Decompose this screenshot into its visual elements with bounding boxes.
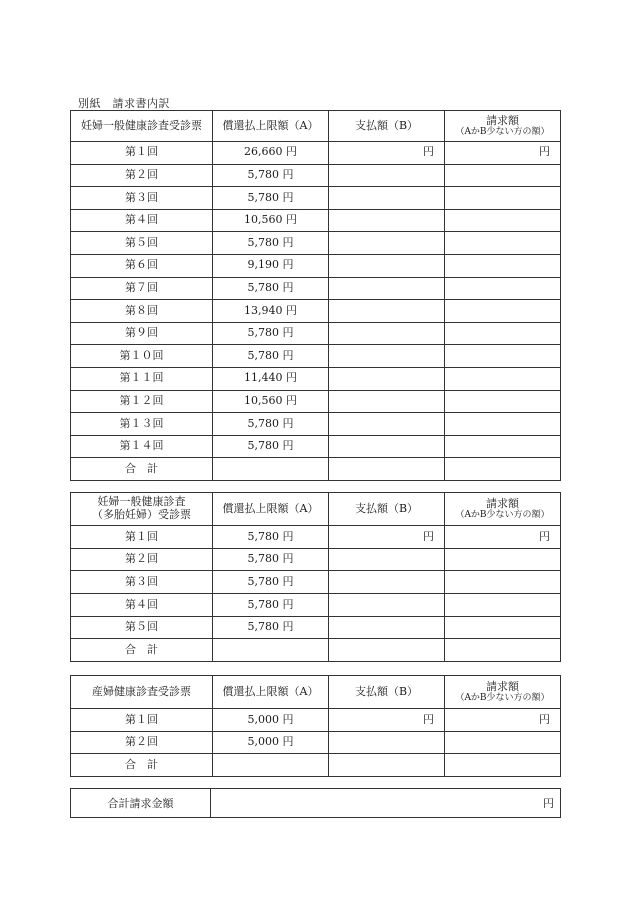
visit-label: 合 計 xyxy=(71,639,213,662)
header-limit: 償還払上限額（A） xyxy=(213,111,329,142)
limit-amount-cell xyxy=(213,458,329,481)
visit-label: 第２回 xyxy=(71,164,213,187)
header-claim xyxy=(445,676,561,709)
visit-label: 第１２回 xyxy=(71,390,213,413)
grand-total-label: 合計請求金額 xyxy=(71,789,211,818)
claim-amount-cell[interactable] xyxy=(445,731,561,754)
visit-label: 第４回 xyxy=(71,209,213,232)
table-row xyxy=(71,594,561,617)
limit-amount-cell xyxy=(213,754,329,777)
table-header-row xyxy=(71,111,561,142)
pregnancy-checkup-table xyxy=(70,110,561,481)
limit-amount-cell: 5,780 円 xyxy=(213,413,329,436)
header-paid: 支払額（B） xyxy=(329,493,445,526)
paid-amount-cell[interactable] xyxy=(329,731,445,754)
paid-amount-cell[interactable]: 円 xyxy=(329,526,445,549)
limit-amount-cell: 5,780 円 xyxy=(213,526,329,549)
grand-total-value: 円 xyxy=(211,789,561,818)
paid-amount-cell[interactable] xyxy=(329,232,445,255)
claim-amount-cell[interactable] xyxy=(445,209,561,232)
table-row xyxy=(71,390,561,413)
header-ticket: 産婦健康診査受診票 xyxy=(71,676,213,709)
table-row xyxy=(71,367,561,390)
claim-amount-cell[interactable] xyxy=(445,187,561,210)
claim-amount-cell[interactable] xyxy=(445,435,561,458)
paid-amount-cell[interactable] xyxy=(329,209,445,232)
limit-amount-cell: 5,780 円 xyxy=(213,322,329,345)
paid-amount-cell[interactable] xyxy=(329,413,445,436)
visit-label: 第１０回 xyxy=(71,345,213,368)
limit-amount-cell xyxy=(213,639,329,662)
table-row xyxy=(71,142,561,165)
visit-label: 第８回 xyxy=(71,300,213,323)
limit-amount-cell: 5,000 円 xyxy=(213,731,329,754)
paid-amount-cell[interactable] xyxy=(329,390,445,413)
limit-amount-cell: 5,780 円 xyxy=(213,435,329,458)
paid-amount-cell[interactable] xyxy=(329,345,445,368)
grand-total-row xyxy=(71,789,561,818)
paid-amount-cell[interactable] xyxy=(329,435,445,458)
visit-label: 第１４回 xyxy=(71,435,213,458)
paid-amount-cell[interactable] xyxy=(329,458,445,481)
visit-label: 第２回 xyxy=(71,548,213,571)
table-row xyxy=(71,232,561,255)
limit-amount-cell: 5,780 円 xyxy=(213,164,329,187)
table-row xyxy=(71,164,561,187)
table-row xyxy=(71,300,561,323)
visit-label: 第５回 xyxy=(71,616,213,639)
paid-amount-cell[interactable] xyxy=(329,322,445,345)
visit-label: 第１回 xyxy=(71,709,213,732)
header-claim-sub: （AかB少ない方の額） xyxy=(455,127,550,138)
table-row xyxy=(71,616,561,639)
header-limit: 償還払上限額（A） xyxy=(213,676,329,709)
paid-amount-cell[interactable] xyxy=(329,548,445,571)
claim-amount-cell[interactable] xyxy=(445,367,561,390)
visit-label: 第５回 xyxy=(71,232,213,255)
claim-amount-cell[interactable] xyxy=(445,548,561,571)
claim-amount-cell[interactable] xyxy=(445,413,561,436)
header-limit: 償還払上限額（A） xyxy=(213,493,329,526)
header-claim-sub: （AかB少ない方の額） xyxy=(455,693,550,704)
header-ticket-line2: （多胎妊婦）受診票 xyxy=(92,508,191,521)
paid-amount-cell[interactable] xyxy=(329,277,445,300)
limit-amount-cell: 26,660 円 xyxy=(213,142,329,165)
table-row xyxy=(71,526,561,549)
limit-amount-cell: 5,780 円 xyxy=(213,345,329,368)
paid-amount-cell[interactable]: 円 xyxy=(329,709,445,732)
paid-amount-cell[interactable] xyxy=(329,164,445,187)
limit-amount-cell: 13,940 円 xyxy=(213,300,329,323)
header-claim-label: 請求額 xyxy=(486,113,519,127)
table-row xyxy=(71,277,561,300)
limit-amount-cell: 5,780 円 xyxy=(213,187,329,210)
claim-amount-cell[interactable] xyxy=(445,458,561,481)
visit-label: 第２回 xyxy=(71,731,213,754)
postpartum-checkup-table xyxy=(70,675,561,777)
table-row xyxy=(71,548,561,571)
visit-label: 第９回 xyxy=(71,322,213,345)
paid-amount-cell[interactable]: 円 xyxy=(329,142,445,165)
table-row xyxy=(71,254,561,277)
claim-amount-cell[interactable] xyxy=(445,277,561,300)
claim-amount-cell[interactable] xyxy=(445,616,561,639)
header-claim xyxy=(445,493,561,526)
limit-amount-cell: 5,780 円 xyxy=(213,616,329,639)
claim-amount-cell[interactable] xyxy=(445,164,561,187)
visit-label: 合 計 xyxy=(71,458,213,481)
table-row xyxy=(71,435,561,458)
claim-amount-cell[interactable]: 円 xyxy=(445,526,561,549)
table-row xyxy=(71,731,561,754)
visit-label: 第６回 xyxy=(71,254,213,277)
paid-amount-cell[interactable] xyxy=(329,754,445,777)
paid-amount-cell[interactable] xyxy=(329,639,445,662)
header-paid: 支払額（B） xyxy=(329,111,445,142)
table-header-row xyxy=(71,676,561,709)
claim-amount-cell[interactable] xyxy=(445,594,561,617)
paid-amount-cell[interactable] xyxy=(329,594,445,617)
limit-amount-cell: 5,780 円 xyxy=(213,594,329,617)
table-row xyxy=(71,413,561,436)
claim-amount-cell[interactable] xyxy=(445,571,561,594)
table-row xyxy=(71,709,561,732)
claim-amount-cell[interactable] xyxy=(445,322,561,345)
header-claim xyxy=(445,111,561,142)
limit-amount-cell: 10,560 円 xyxy=(213,390,329,413)
limit-amount-cell: 5,780 円 xyxy=(213,571,329,594)
visit-label: 第１回 xyxy=(71,142,213,165)
multiple-pregnancy-checkup-table xyxy=(70,492,561,662)
table-row xyxy=(71,345,561,368)
header-paid: 支払額（B） xyxy=(329,676,445,709)
paid-amount-cell[interactable] xyxy=(329,616,445,639)
limit-amount-cell: 9,190 円 xyxy=(213,254,329,277)
claim-amount-cell[interactable] xyxy=(445,754,561,777)
header-ticket xyxy=(71,493,213,526)
table-row xyxy=(71,571,561,594)
claim-amount-cell[interactable] xyxy=(445,639,561,662)
paid-amount-cell[interactable] xyxy=(329,300,445,323)
header-ticket-line1: 妊婦一般健康診査 xyxy=(97,495,186,509)
table-row xyxy=(71,187,561,210)
visit-label: 第７回 xyxy=(71,277,213,300)
claim-amount-cell[interactable] xyxy=(445,390,561,413)
paid-amount-cell[interactable] xyxy=(329,187,445,210)
claim-amount-cell[interactable] xyxy=(445,254,561,277)
claim-amount-cell[interactable] xyxy=(445,232,561,255)
grand-total-table xyxy=(70,788,561,818)
claim-amount-cell[interactable] xyxy=(445,300,561,323)
header-claim-label: 請求額 xyxy=(486,496,519,510)
claim-amount-cell[interactable]: 円 xyxy=(445,142,561,165)
table-row xyxy=(71,322,561,345)
visit-label: 第３回 xyxy=(71,571,213,594)
paid-amount-cell[interactable] xyxy=(329,571,445,594)
table-row xyxy=(71,639,561,662)
visit-label: 合 計 xyxy=(71,754,213,777)
limit-amount-cell: 11,440 円 xyxy=(213,367,329,390)
visit-label: 第１１回 xyxy=(71,367,213,390)
visit-label: 第１回 xyxy=(71,526,213,549)
header-claim-sub: （AかB少ない方の額） xyxy=(455,510,550,521)
claim-amount-cell[interactable] xyxy=(445,345,561,368)
table-row xyxy=(71,209,561,232)
header-ticket: 妊婦一般健康診査受診票 xyxy=(71,111,213,142)
claim-amount-cell[interactable]: 円 xyxy=(445,709,561,732)
table-header-row xyxy=(71,493,561,526)
limit-amount-cell: 10,560 円 xyxy=(213,209,329,232)
visit-label: 第３回 xyxy=(71,187,213,210)
paid-amount-cell[interactable] xyxy=(329,367,445,390)
table-row xyxy=(71,754,561,777)
header-claim-label: 請求額 xyxy=(486,679,519,693)
limit-amount-cell: 5,780 円 xyxy=(213,548,329,571)
visit-label: 第１３回 xyxy=(71,413,213,436)
visit-label: 第４回 xyxy=(71,594,213,617)
paid-amount-cell[interactable] xyxy=(329,254,445,277)
limit-amount-cell: 5,780 円 xyxy=(213,232,329,255)
limit-amount-cell: 5,780 円 xyxy=(213,277,329,300)
page-title: 別紙 請求書内訳 xyxy=(78,97,170,110)
table-row xyxy=(71,458,561,481)
limit-amount-cell: 5,000 円 xyxy=(213,709,329,732)
